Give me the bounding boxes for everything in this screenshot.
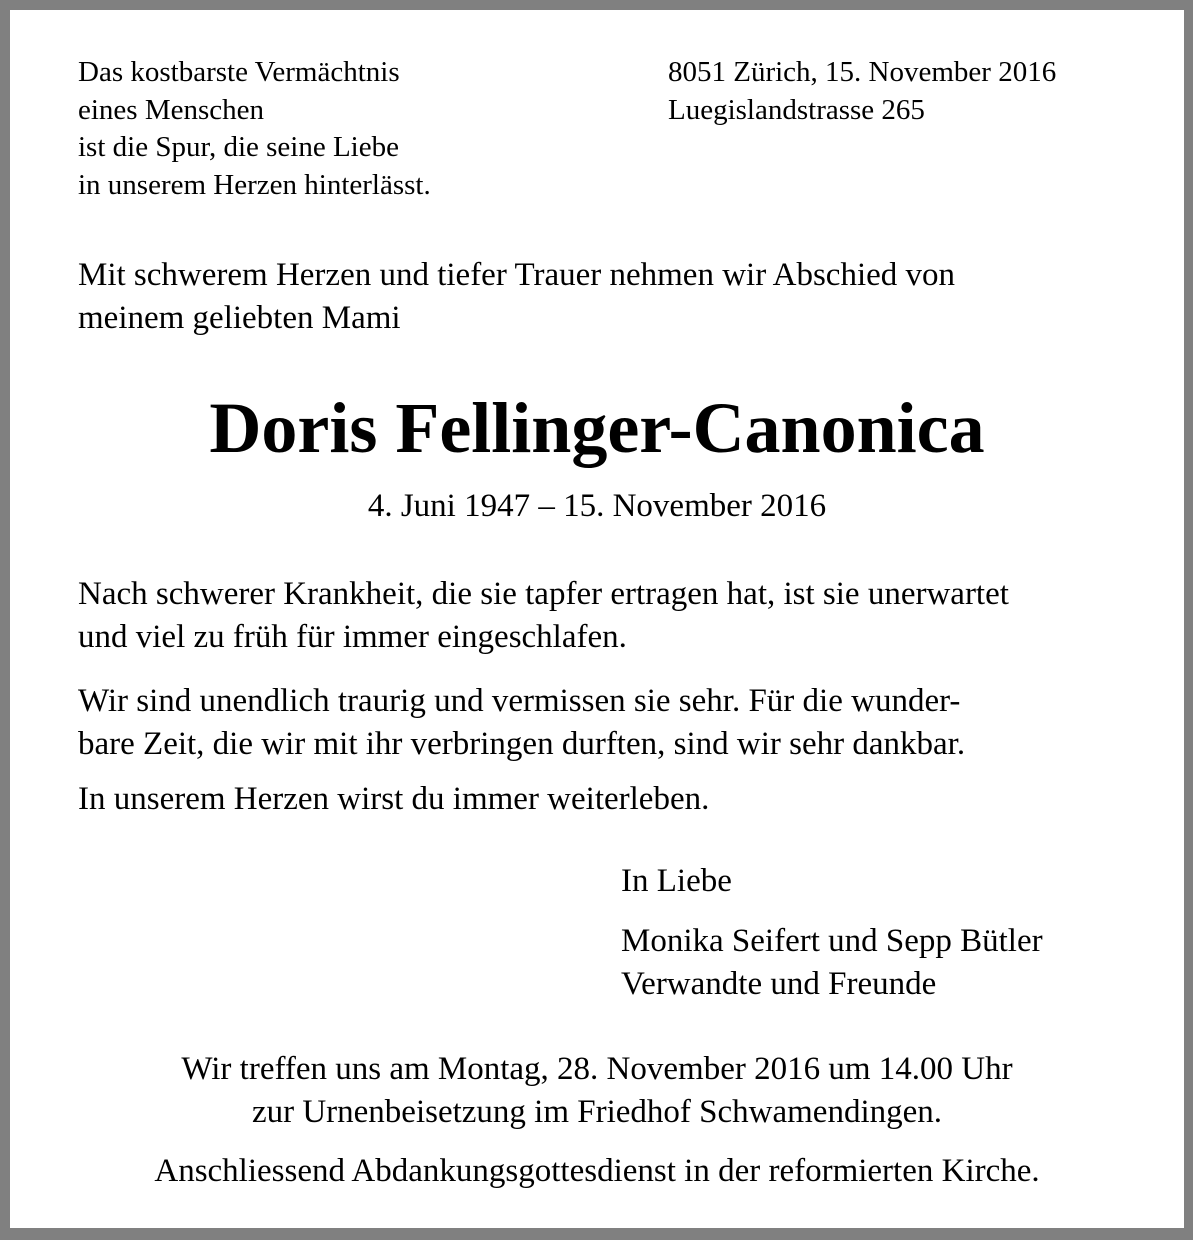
- street-address: Luegislandstrasse 265: [668, 93, 925, 126]
- ceremony-info: [10, 1048, 1184, 1134]
- paragraph: [78, 573, 1118, 659]
- intro-line: Mit schwerem Herzen und tiefer Trauer nehmen wir Abschied von: [78, 257, 956, 293]
- obituary-notice: [10, 10, 1184, 1228]
- memorial-verse: [78, 54, 431, 204]
- place-and-date: 8051 Zürich, 15. November 2016: [668, 56, 1057, 88]
- paragraph-line: und viel zu früh für immer eingeschlafen.: [78, 619, 627, 655]
- verse-line: ist die Spur, die seine Liebe: [78, 131, 399, 163]
- signatory: Verwandte und Freunde: [621, 966, 937, 1002]
- ceremony-line: zur Urnenbeisetzung im Friedhof Schwamendingen.: [251, 1094, 943, 1130]
- signature-names: [621, 920, 1043, 1006]
- service-info: [10, 1150, 1184, 1193]
- paragraph-line: bare Zeit, die wir mit ihr verbringen durften, sind wir sehr dankbar.: [78, 726, 966, 762]
- deceased-name: Doris Fellinger-Canonica: [209, 388, 985, 468]
- address-block: [668, 54, 1056, 129]
- intro-line: meinem geliebten Mami: [78, 300, 401, 336]
- verse-line: Das kostbarste Vermächtnis: [78, 56, 400, 88]
- signature-closing: [621, 860, 732, 903]
- closing-text: In Liebe: [621, 863, 732, 899]
- verse-line: in unserem Herzen hinterlässt.: [78, 168, 431, 201]
- ceremony-line: Wir treffen uns am Montag, 28. November 2016 um 14.00 Uhr: [181, 1051, 1013, 1087]
- paragraph: [78, 778, 1118, 821]
- paragraph-line: Nach schwerer Krankheit, die sie tapfer ertragen hat, ist sie unerwartet: [78, 576, 1009, 612]
- signatory: Monika Seifert und Sepp Bütler: [621, 923, 1043, 959]
- verse-line: eines Menschen: [78, 93, 265, 126]
- intro-text: [78, 254, 1118, 340]
- life-dates: 4. Juni 1947 – 15. November 2016: [367, 488, 827, 524]
- paragraph-line: Wir sind unendlich traurig und vermissen sie sehr. Für die wunder-: [78, 683, 961, 719]
- paragraph: [78, 680, 1118, 766]
- paragraph-line: In unserem Herzen wirst du immer weiterleben.: [78, 781, 710, 817]
- service-line: Anschliessend Abdankungsgottesdienst in der reformierten Kirche.: [154, 1153, 1040, 1189]
